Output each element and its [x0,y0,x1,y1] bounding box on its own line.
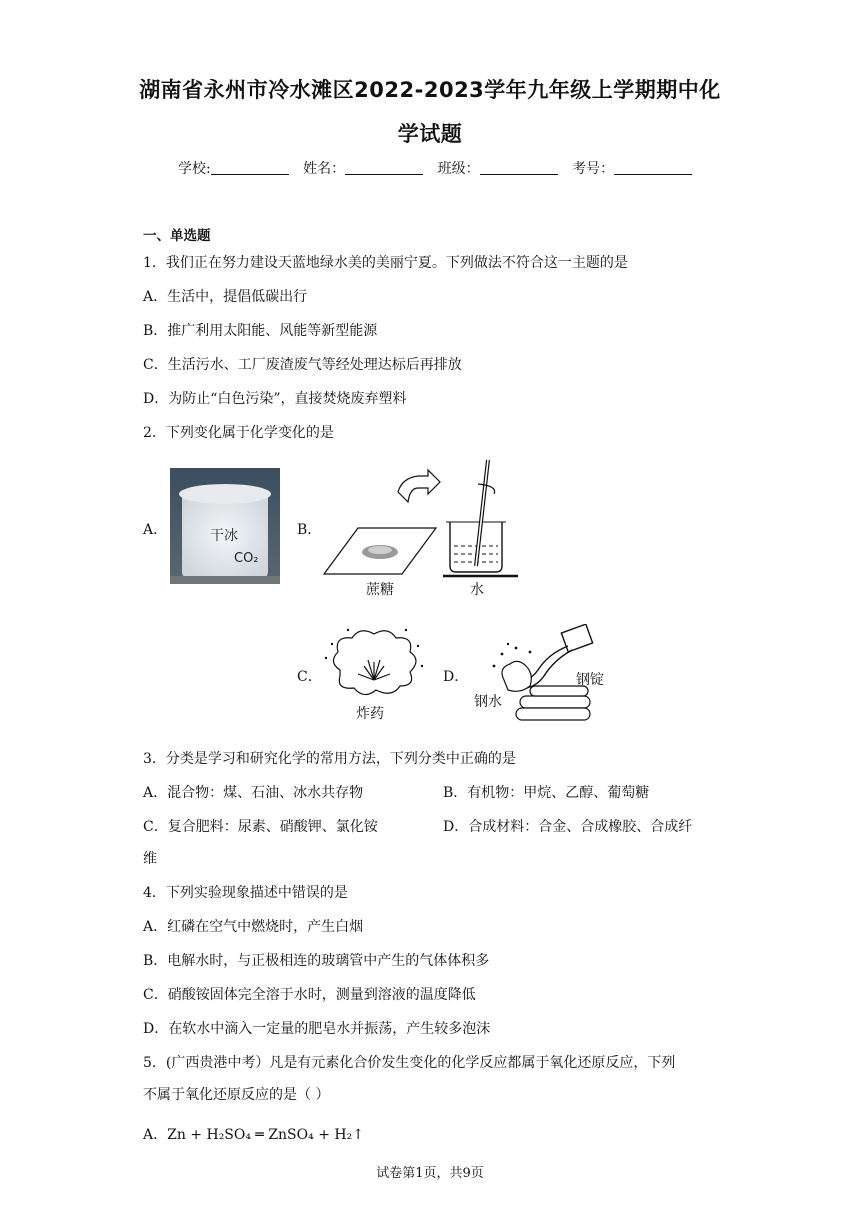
student-info-row [178,158,702,178]
name-field [303,158,423,178]
q5-option-a: A．Zn + H₂SO₄ ═ ZnSO₄ + H₂↑ [143,1127,364,1143]
molten-steel-label: 钢水 [474,694,502,710]
q3-option-c: C．复合肥料：尿素、硝酸钾、氯化铵 [143,819,378,835]
dry-ice-photo [170,468,280,584]
smoke-cloud [333,631,416,695]
q3-option-d: D．合成材料：合金、合成橡胶、合成纤 [443,819,693,835]
q3-option-a: A．混合物：煤、石油、冰水共存物 [143,785,364,801]
school-label: 学校: [178,161,211,177]
q5-stem-line1: 5．(广西贵港中考）凡是有元素化合价发生变化的化学反应都属于氧化还原反应，下列 [143,1055,676,1071]
q5-stem-line2: 不属于氧化还原反应的是（ ） [143,1087,330,1103]
school-blank [211,160,289,175]
co2-text: CO₂ [234,551,259,566]
class-field [438,158,558,178]
q3-option-d-continued: 维 [143,851,157,867]
q2-option-b-label: B． [297,522,322,538]
q1-option-a: A．生活中，提倡低碳出行 [143,289,308,305]
exam-title-line2: 学试题 [397,122,463,146]
q1-option-b: B．推广利用太阳能、风能等新型能源 [143,323,378,339]
q4-option-d: D．在软水中滴入一定量的肥皂水并振荡，产生较多泡沫 [143,1021,491,1037]
exam-number-field [572,158,692,178]
q3-stem: 3．分类是学习和研究化学的常用方法，下列分类中正确的是 [143,751,516,767]
q3-option-b: B．有机物：甲烷、乙醇、葡萄糖 [443,785,650,801]
explosive-figure [320,622,428,724]
school-field [178,158,289,178]
q4-option-c: C．硝酸铵固体完全溶于水时，测量到溶液的温度降低 [143,987,476,1003]
ingot-label: 钢锭 [576,672,604,688]
q2-option-c-label: C． [297,669,322,685]
class-label: 班级： [437,161,480,177]
q1-stem: 1．我们正在努力建设天蓝地绿水美的美丽宁夏。下列做法不符合这一主题的是 [143,255,628,271]
q4-option-b: B．电解水时，与正极相连的玻璃管中产生的气体体积多 [143,953,490,969]
class-blank [480,160,558,175]
page-footer: 试卷第1页，共9页 [376,1166,484,1181]
q1-option-c: C．生活污水、工厂废渣废气等经处理达标后再排放 [143,357,462,373]
section-heading: 一、单选题 [143,228,211,244]
exam-number-blank [614,160,692,175]
q2-option-d-label: D． [443,669,469,685]
name-blank [345,160,423,175]
q1-option-d: D．为防止“白色污染”，直接焚烧废弃塑料 [143,391,407,407]
steel-ingots [516,686,590,720]
explosive-label: 炸药 [356,706,384,722]
q2-option-a-label: A． [143,522,168,538]
steel-splash [502,661,531,691]
arrow-icon [398,470,440,502]
sugar-dissolving-figure [318,456,530,602]
q4-stem: 4．下列实验现象描述中错误的是 [143,885,348,901]
molten-steel-figure [468,624,618,728]
sugar-label: 蔗糖 [366,582,394,598]
exam-title-line1: 湖南省永州市冷水滩区2022-2023学年九年级上学期期中化 [139,78,721,102]
q4-option-a: A．红磷在空气中燃烧时，产生白烟 [143,919,364,935]
ladle [561,624,592,652]
name-label: 姓名： [303,161,346,177]
water-label: 水 [470,582,484,598]
exam-number-label: 考号： [572,161,615,177]
dry-ice-text: 干冰 [210,528,238,544]
q2-stem: 2．下列变化属于化学变化的是 [143,425,334,441]
